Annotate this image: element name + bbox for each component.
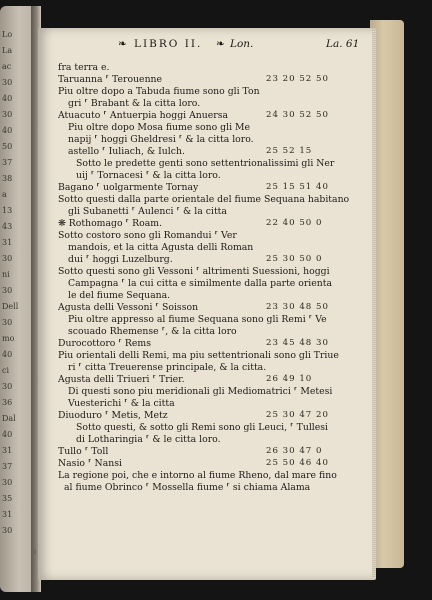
left-page-fragment: 30 xyxy=(2,478,13,487)
left-page-fragment: 37 xyxy=(2,158,13,167)
left-page-edge xyxy=(0,6,37,592)
coordinate-values: 25 30 50 0 xyxy=(266,254,323,264)
text-line: scouado Rhemense ⸢, & la citta loro xyxy=(68,326,237,337)
left-page-fragment: ac xyxy=(2,62,12,71)
coordinate-values: 25 52 15 xyxy=(266,146,313,156)
text-line: astello ⸢ Iuliach, & Iulch. xyxy=(68,146,185,157)
left-page-fragment: 40 xyxy=(2,126,13,135)
text-line: ri ⸢ citta Treuerense principale, & la citta. xyxy=(68,362,267,373)
left-page-fragment: 35 xyxy=(2,494,13,503)
book-page xyxy=(38,28,376,580)
text-line: Taruanna ⸢ Terouenne xyxy=(58,74,163,85)
text-line: napij ⸢ hoggi Gheldresi ⸢ & la citta loro. xyxy=(68,134,254,145)
text-line: Sotto le predette genti sono settentrionalissimi gli Ner xyxy=(76,158,335,169)
text-line: Agusta delli Vessoni ⸢ Soisson xyxy=(58,302,199,313)
left-page-fragment: 40 xyxy=(2,350,13,359)
left-page-fragment: 43 xyxy=(2,222,13,231)
left-page-fragment: 50 xyxy=(2,142,13,151)
text-line: le del fiume Sequana. xyxy=(68,290,171,301)
left-page-fragment: 40 xyxy=(2,430,13,439)
left-page-fragment: 30 xyxy=(2,526,13,535)
header-lon: Lon. xyxy=(230,38,254,50)
text-line: Agusta delli Triueri ⸢ Trier. xyxy=(58,374,185,385)
coordinate-values: 23 30 48 50 xyxy=(266,302,329,312)
left-page-fragment: 31 xyxy=(2,510,13,519)
left-page-fragment: a xyxy=(2,190,7,199)
text-line: Piu oltre dopo a Tabuda fiume sono gli Ton xyxy=(58,86,260,97)
text-line: Di questi sono piu meridionali gli Mediomatrici ⸢ Metesi xyxy=(68,386,333,397)
text-line: Piu orientali delli Remi, ma piu settentrionali sono gli Triue xyxy=(58,350,339,361)
page-stack-edge xyxy=(372,30,376,578)
left-page-fragment: 40 xyxy=(2,94,13,103)
text-line: Piu oltre dopo Mosa fiume sono gli Me xyxy=(68,122,251,133)
coordinate-values: 26 30 47 0 xyxy=(266,446,323,456)
left-page-fragment: 30 xyxy=(2,382,13,391)
coordinate-values: 25 30 47 20 xyxy=(266,410,329,420)
text-line: Durocottoro ⸢ Rems xyxy=(58,338,152,349)
text-line: di Lotharingia ⸢ & le citta loro. xyxy=(76,434,221,445)
text-line: fra terra e. xyxy=(58,62,110,73)
text-line: dui ⸢ hoggi Luzelburg. xyxy=(68,254,173,265)
text-line: La regione poi, che e intorno al fiume Rheno, dal mare fino xyxy=(58,470,337,481)
coordinate-values: 23 45 48 30 xyxy=(266,338,329,348)
coordinate-values: 25 15 51 40 xyxy=(266,182,329,192)
bottom-mark: i xyxy=(34,548,37,556)
left-page-fragment: 30 xyxy=(2,110,13,119)
text-line: Tullo ⸢ Toll xyxy=(58,446,109,457)
coordinate-values: 22 40 50 0 xyxy=(266,218,323,228)
coordinate-values: 24 30 52 50 xyxy=(266,110,329,120)
left-page-fragment: ci xyxy=(2,366,10,375)
left-page-fragment: 30 xyxy=(2,254,13,263)
text-line: Sotto questi sono gli Vessoni ⸢ altrimenti Suessioni, hoggi xyxy=(58,266,330,277)
text-line: Sotto questi, & sotto gli Remi sono gli Leuci, ⸢ Tullesi xyxy=(76,422,329,433)
left-page-fragment: Dell xyxy=(2,302,19,311)
text-line: uij ⸢ Tornacesi ⸢ & la citta loro. xyxy=(76,170,221,181)
left-page-fragment: Lo xyxy=(2,30,13,39)
text-line: Bagano ⸢ uolgarmente Tornay xyxy=(58,182,199,193)
header-title: LIBRO II. xyxy=(134,38,203,50)
left-page-fragment: 37 xyxy=(2,462,13,471)
left-page-fragment: ni xyxy=(2,270,10,279)
text-line: Atuacuto ⸢ Antuerpia hoggi Anuersa xyxy=(58,110,229,121)
text-line: ❋ Rothomago ⸢ Roam. xyxy=(58,218,163,229)
left-page-fragment: mo xyxy=(2,334,15,343)
header-lat: La. 61 xyxy=(326,38,360,50)
coordinate-values: 23 20 52 50 xyxy=(266,74,329,84)
text-line: Sotto costoro sono gli Romandui ⸢ Ver xyxy=(58,230,237,241)
text-line: al fiume Obrinco ⸢ Mossella fiume ⸢ si chiama Alama xyxy=(64,482,311,493)
left-page-fragment: 38 xyxy=(2,174,13,183)
text-line: Diuoduro ⸢ Metis, Metz xyxy=(58,410,168,421)
left-page-fragment: 30 xyxy=(2,318,13,327)
text-line: Campagna ⸢ la cui citta e similmente dalla parte orienta xyxy=(68,278,333,289)
text-line: gri ⸢ Brabant & la citta loro. xyxy=(68,98,201,109)
left-page-fragment: 31 xyxy=(2,446,13,455)
left-page-fragment: 30 xyxy=(2,286,13,295)
text-line: Vuesterichi ⸢ & la citta xyxy=(68,398,175,409)
coordinate-values: 25 50 46 40 xyxy=(266,458,329,468)
header-left-ornament: ❧ xyxy=(118,38,127,50)
left-page-fragment: Dal xyxy=(2,414,16,423)
left-page-fragment: 36 xyxy=(2,398,13,407)
header-right-ornament: ❧ xyxy=(216,38,225,50)
text-line: Piu oltre appresso al fiume Sequana sono gli Remi ⸢ Ve xyxy=(68,314,327,325)
text-line: Sotto questi dalla parte orientale del fiume Sequana habitano xyxy=(58,194,350,205)
coordinate-values: 26 49 10 xyxy=(266,374,313,384)
text-line: Nasio ⸢ Nansi xyxy=(58,458,122,469)
left-page-fragment: 13 xyxy=(2,206,13,215)
left-page-fragment: 31 xyxy=(2,238,13,247)
text-line: mandois, et la citta Agusta delli Roman xyxy=(68,242,254,253)
left-page-fragment: 30 xyxy=(2,78,13,87)
text-line: gli Subanetti ⸢ Aulenci ⸢ & la citta xyxy=(68,206,227,217)
left-page-fragment: La xyxy=(2,46,13,55)
